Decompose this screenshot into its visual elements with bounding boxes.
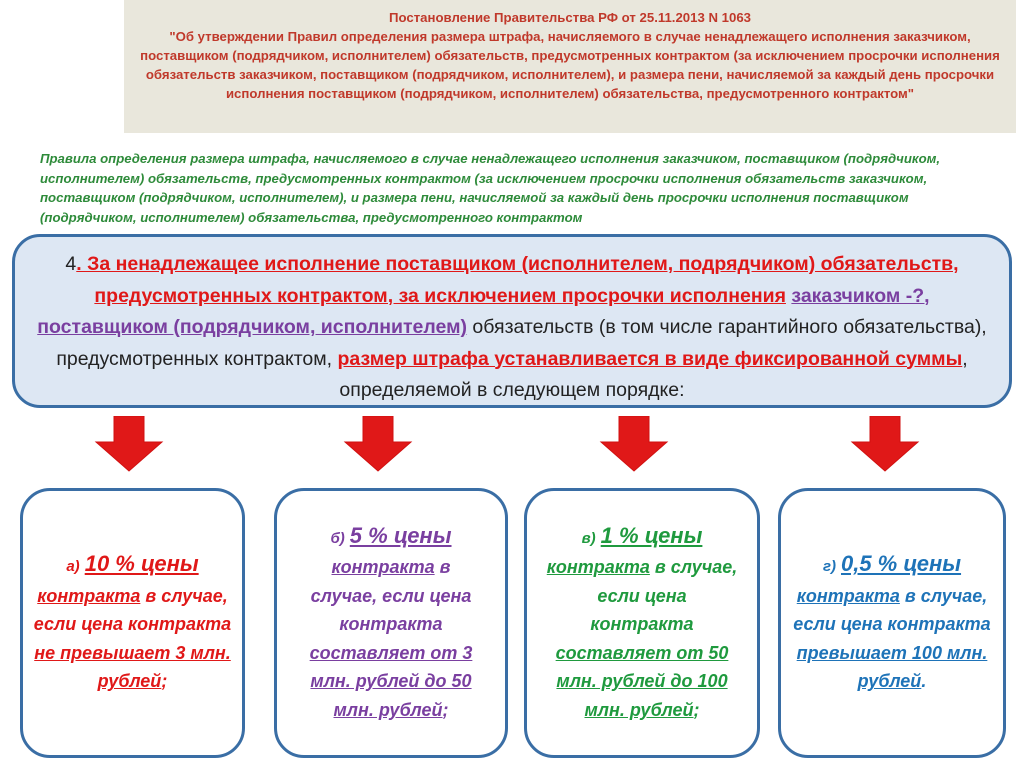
card-a-t1: контракта <box>37 585 141 606</box>
card-b-t4: ; <box>442 699 449 720</box>
card-b-prefix: б) <box>330 529 345 547</box>
rule-text-fixed-sum: размер штрафа устанавливается в виде фиксированной суммы <box>337 347 963 370</box>
rule-text-purple: заказчиком -?, поставщиком (подрядчиком, исполнителем) <box>37 284 930 338</box>
card-b-value: 5 % цены <box>349 522 452 548</box>
rule-text-red: . За ненадлежащее исполнение поставщиком (исполнителем, подрядчиком) обязательств, предусмотренных контрактом, за исключением просрочки исполнения <box>76 253 959 307</box>
rules-subtitle: Правила определения размера штрафа, начисляемого в случае ненадлежащего исполнения заказчиком, поставщиком (подрядчиком, исполнителем) обязательств, предусмотренных контрактом (за исключением просрочки исполнения обязательств заказчиком, поставщиком (подрядчиком, исполнителем), и размера пени, начисляемой за каждый день просрочки исполнения поставщиком (подрядчиком, исполнителем) обязательства, предусмотренного контрактом <box>40 151 941 225</box>
card-b-t1: контракта <box>331 557 435 578</box>
header-decree-title: "Об утверждении Правил определения размера штрафа, начисляемого в случае ненадлежащего исполнения заказчиком, поставщиком (подрядчиком, исполнителем) обязательств, предусмотренных контрактом (за исключением просрочки исполнения обязательств заказчиком, поставщиком (подрядчиком, исполнителем), и размера пени, начисляемой за каждый день просрочки исполнения поставщиком (подрядчиком, исполнителем) обязательства, предусмотренного контрактом" <box>140 29 1000 101</box>
card-d <box>778 488 1006 758</box>
rule-text-plain: обязательств (в том числе гарантийного обязательства), предусмотренных контрактом, <box>56 316 987 370</box>
card-d-prefix: г) <box>822 558 836 576</box>
rule-text-end: , определяемой в следующем порядке: <box>339 347 968 401</box>
card-d-text <box>792 550 992 696</box>
down-arrow-icon <box>343 416 413 472</box>
card-b <box>274 488 508 758</box>
card-c-prefix: в) <box>581 529 596 547</box>
card-a <box>20 488 245 758</box>
card-d-t4: . <box>921 671 927 692</box>
card-d-t1: контракта <box>796 585 900 606</box>
card-c <box>524 488 760 758</box>
card-a-t2: в случае, если цена контракта <box>33 585 232 635</box>
down-arrow-icon <box>850 416 920 472</box>
card-d-value: 0,5 % цены <box>840 551 962 577</box>
card-c-value: 1 % цены <box>600 522 703 548</box>
card-d-t3: превышает 100 млн. рублей <box>796 642 988 692</box>
card-a-text <box>23 550 242 696</box>
card-b-text <box>296 522 486 725</box>
rule-number: 4 <box>65 253 77 275</box>
card-b-t2: в случае, если цена контракта <box>310 557 472 635</box>
card-c-t1: контракта <box>546 557 650 578</box>
card-c-t3: составляет от 50 млн. рублей до 100 млн. рублей <box>555 642 729 720</box>
card-c-t4: ; <box>693 699 700 720</box>
down-arrow-icon <box>94 416 164 472</box>
card-a-prefix: а) <box>66 558 80 576</box>
card-b-t3: составляет от 3 млн. рублей до 50 млн. рублей <box>309 642 473 720</box>
card-d-t2: в случае, если цена контракта <box>793 585 991 635</box>
document-header <box>124 0 1016 133</box>
header-decree-line: Постановление Правительства РФ от 25.11.2013 N 1063 <box>389 10 751 25</box>
card-c-text <box>544 522 740 725</box>
card-c-t2: в случае, если цена контракта <box>590 557 738 635</box>
card-a-value: 10 % цены <box>84 551 199 577</box>
card-a-t4: ; <box>161 671 168 692</box>
card-a-t3: не превышает 3 млн. рублей <box>34 642 231 692</box>
down-arrow-icon <box>599 416 669 472</box>
rule-4-box <box>12 234 1012 408</box>
